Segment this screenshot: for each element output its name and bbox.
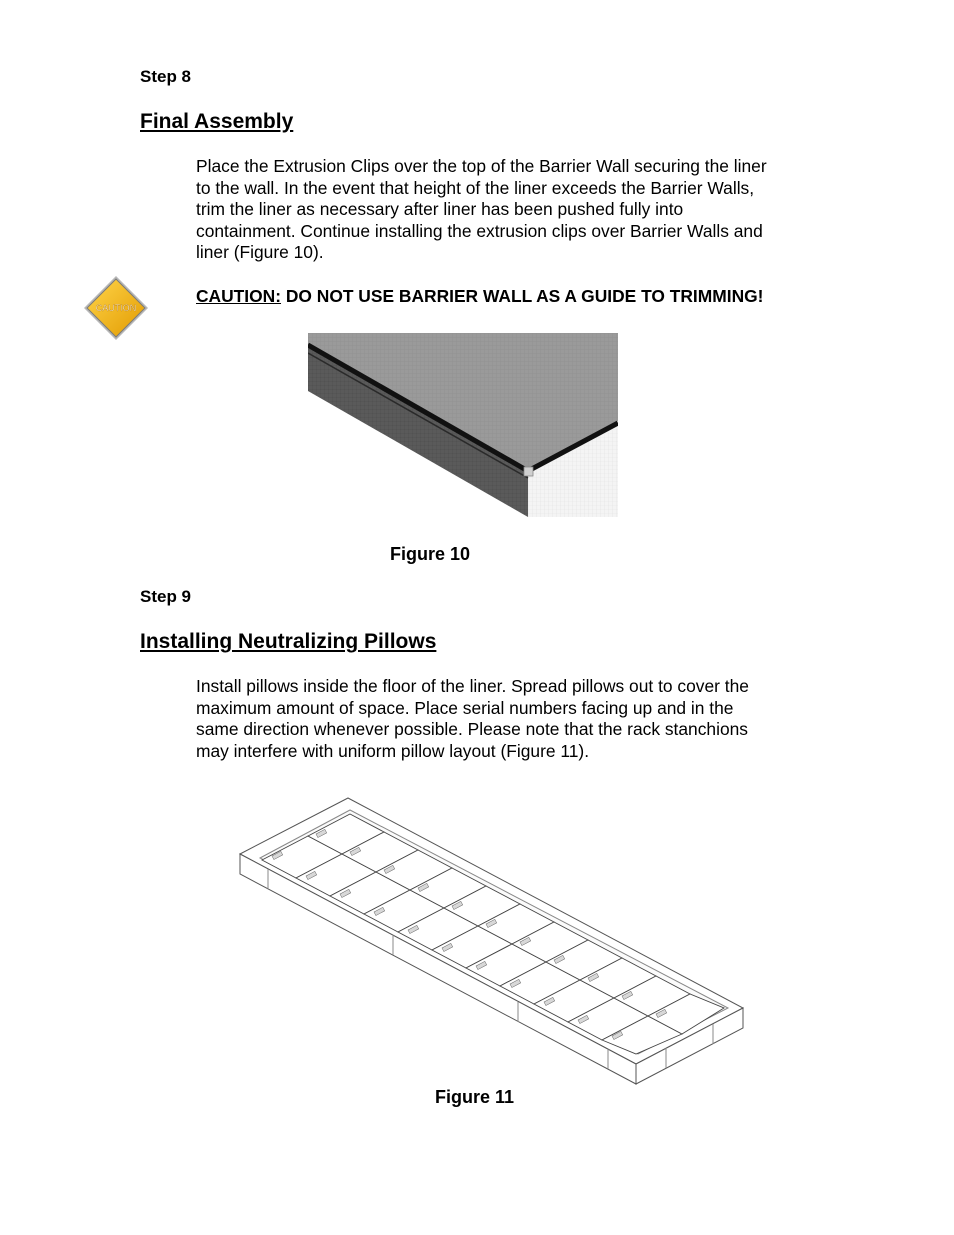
paragraph-line: trim the liner as necessary after liner has been pushed fully into <box>196 199 684 219</box>
final-assembly-heading: Final Assembly <box>140 110 294 133</box>
figure-10-image <box>308 333 618 517</box>
caution-label: CAUTION: <box>196 286 282 306</box>
paragraph-line: Place the Extrusion Clips over the top of the Barrier Wall securing the liner <box>196 156 767 176</box>
figure-10-caption: Figure 10 <box>390 544 471 564</box>
caution-message: DO NOT USE BARRIER WALL AS A GUIDE TO TRIMMING! <box>281 286 764 306</box>
paragraph-line: to the wall. In the event that height of the liner exceeds the Barrier Walls, <box>196 177 755 198</box>
step-8-label: Step 8 <box>140 67 192 86</box>
figure-11-image <box>238 796 746 1086</box>
figure-11-caption: Figure 11 <box>435 1087 515 1107</box>
paragraph-line: same direction whenever possible. Please note that the rack stanchions <box>196 719 748 739</box>
installing-pillows-paragraph <box>196 676 749 762</box>
paragraph-line: may interfere with uniform pillow layout (Figure 11). <box>196 740 590 761</box>
final-assembly-paragraph <box>196 156 767 264</box>
caution-warning <box>196 286 763 307</box>
paragraph-line: liner (Figure 10). <box>196 242 324 262</box>
paragraph-line: Install pillows inside the floor of the liner. Spread pillows out to cover the <box>196 676 749 696</box>
caution-sign-icon <box>82 274 150 342</box>
installing-pillows-heading: Installing Neutralizing Pillows <box>140 630 437 653</box>
paragraph-line: containment. Continue installing the extrusion clips over Barrier Walls and <box>196 220 763 241</box>
step-9-label: Step 9 <box>140 587 192 606</box>
caution-sign-text: CAUTION <box>95 303 137 313</box>
paragraph-line: maximum amount of space. Place serial numbers facing up and in the <box>196 697 734 718</box>
